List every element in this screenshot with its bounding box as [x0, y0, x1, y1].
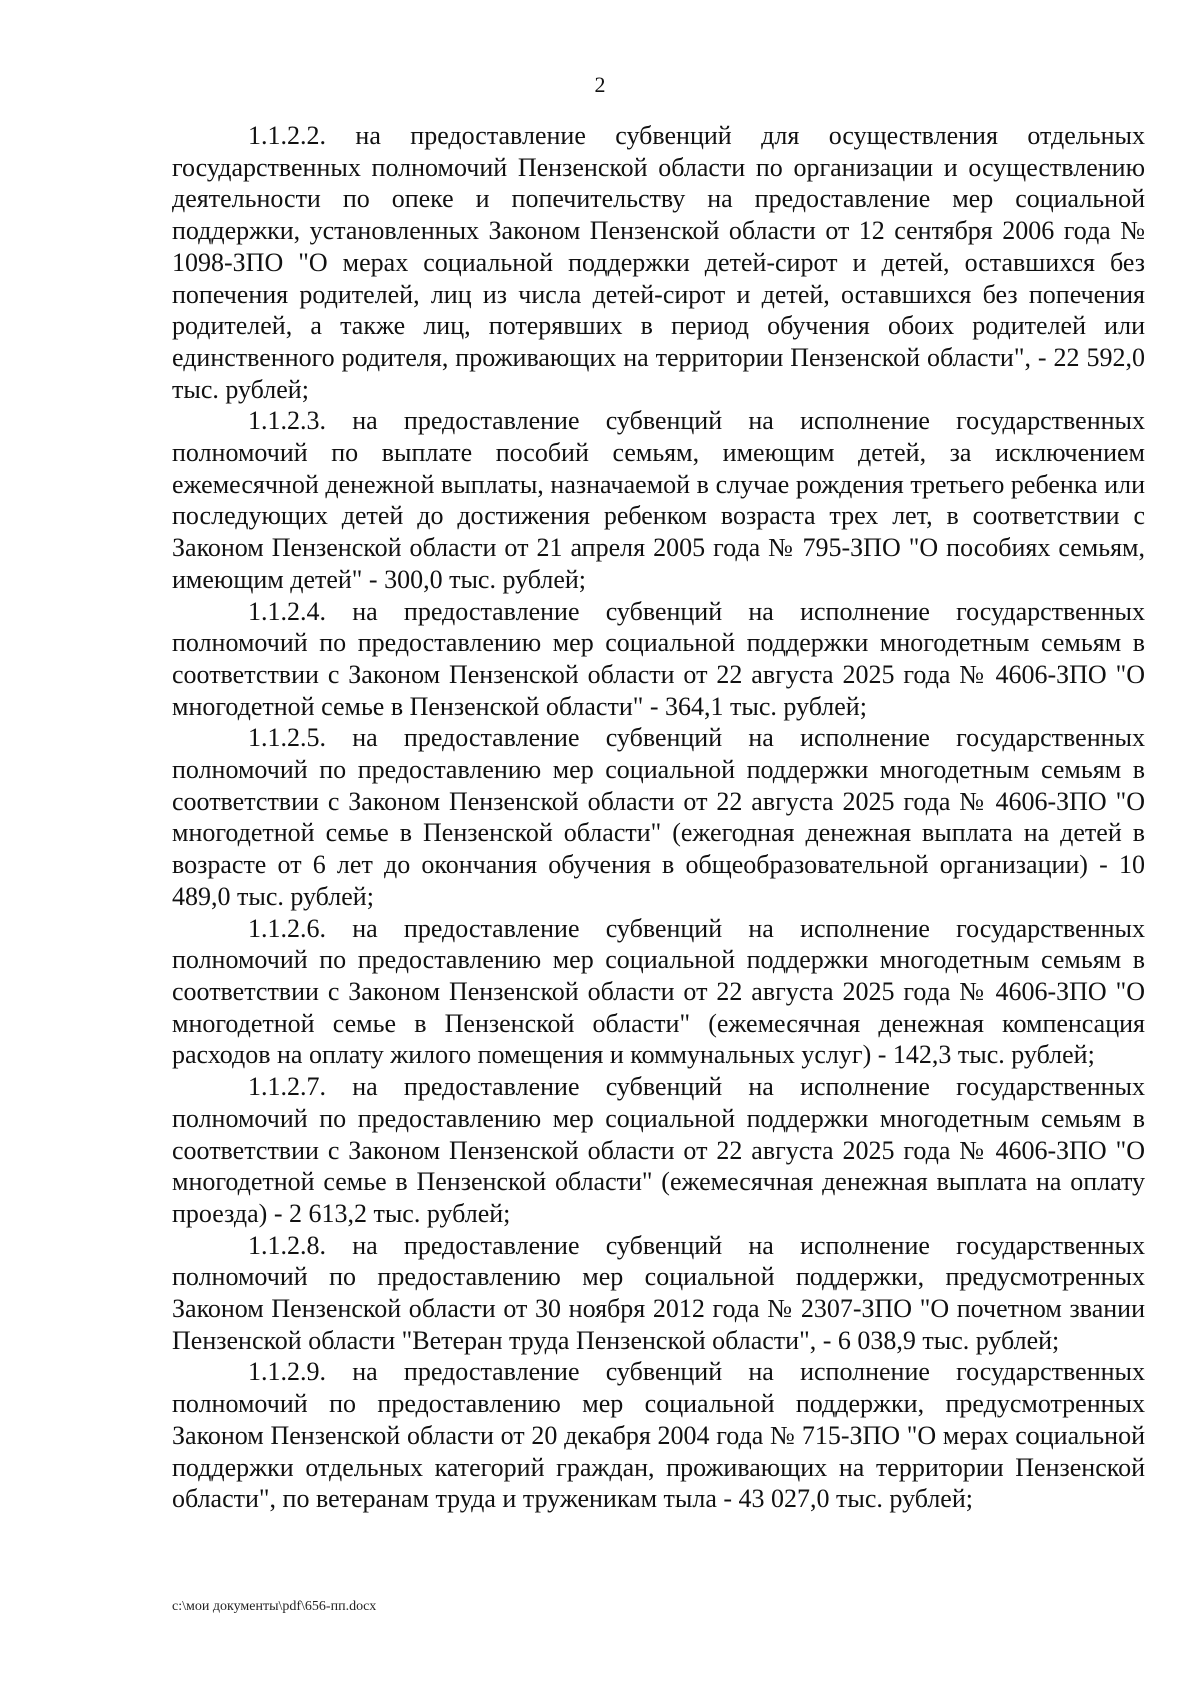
paragraph-1-1-2-4: 1.1.2.4. на предоставление субвенций на исполнение государственных полномочий по предоставлению мер социальной поддержки многодетным семьям в соответствии с Законом Пензенской области от 22 августа 2025 года № 4606-ЗПО "О многодетной семье в Пензенской области" - 364,1 тыс. рублей;: [172, 596, 1145, 721]
paragraph-1-1-2-2: 1.1.2.2. на предоставление субвенций для осуществления отдельных государственных полномочий Пензенской области по организации и осуществлению деятельности по опеке и попечительству на предоставление мер социальной поддержки, установленных Законом Пензенской области от 12 сентября 2006 года № 1098-ЗПО "О мерах социальной поддержки детей-сирот и детей, оставшихся без попечения родителей, лиц из числа детей-сирот и детей, оставшихся без попечения родителей, а также лиц, потерявших в период обучения обоих родителей или единственного родителя, проживающих на территории Пензенской области", - 22 592,0 тыс. рублей;: [172, 121, 1145, 404]
paragraph-1-1-2-3: 1.1.2.3. на предоставление субвенций на исполнение государственных полномочий по выплате пособий семьям, имеющим детей, за исключением ежемесячной денежной выплаты, назначаемой в случае рождения третьего ребенка или последующих детей до достижения ребенком возраста трех лет, в соответствии с Законом Пензенской области от 21 апреля 2005 года № 795-ЗПО "О пособиях семьям, имеющим детей" - 300,0 тыс. рублей;: [172, 406, 1145, 594]
paragraph-1-1-2-9: 1.1.2.9. на предоставление субвенций на исполнение государственных полномочий по предоставлению мер социальной поддержки, предусмотренных Законом Пензенской области от 20 декабря 2004 года № 715-ЗПО "О мерах социальной поддержки отдельных категорий граждан, проживающих на территории Пензенской области", по ветеранам труда и труженикам тыла - 43 027,0 тыс. рублей;: [172, 1357, 1145, 1514]
footer-file-path: c:\мои документы\pdf\656-пп.docx: [172, 1599, 377, 1614]
paragraph-1-1-2-7: 1.1.2.7. на предоставление субвенций на исполнение государственных полномочий по предоставлению мер социальной поддержки многодетным семьям в соответствии с Законом Пензенской области от 22 августа 2025 года № 4606-ЗПО "О многодетной семье в Пензенской области" (ежемесячная денежная выплата на оплату проезда) - 2 613,2 тыс. рублей;: [172, 1072, 1145, 1228]
page-number: 2: [594, 72, 606, 97]
paragraph-1-1-2-8: 1.1.2.8. на предоставление субвенций на исполнение государственных полномочий по предоставлению мер социальной поддержки, предусмотренных Законом Пензенской области от 30 ноября 2012 года № 2307-ЗПО "О почетном звании Пензенской области "Ветеран труда Пензенской области", - 6 038,9 тыс. рублей;: [172, 1230, 1145, 1355]
paragraph-1-1-2-6: 1.1.2.6. на предоставление субвенций на исполнение государственных полномочий по предоставлению мер социальной поддержки многодетным семьям в соответствии с Законом Пензенской области от 22 августа 2025 года № 4606-ЗПО "О многодетной семье в Пензенской области" (ежемесячная денежная компенсация расходов на оплату жилого помещения и коммунальных услуг) - 142,3 тыс. рублей;: [172, 913, 1145, 1070]
paragraph-1-1-2-5: 1.1.2.5. на предоставление субвенций на исполнение государственных полномочий по предоставлению мер социальной поддержки многодетным семьям в соответствии с Законом Пензенской области от 22 августа 2025 года № 4606-ЗПО "О многодетной семье в Пензенской области" (ежегодная денежная выплата на детей в возрасте от 6 лет до окончания обучения в общеобразовательной организации) - 10 489,0 тыс. рублей;: [172, 723, 1145, 911]
document-body: [172, 120, 1145, 1515]
